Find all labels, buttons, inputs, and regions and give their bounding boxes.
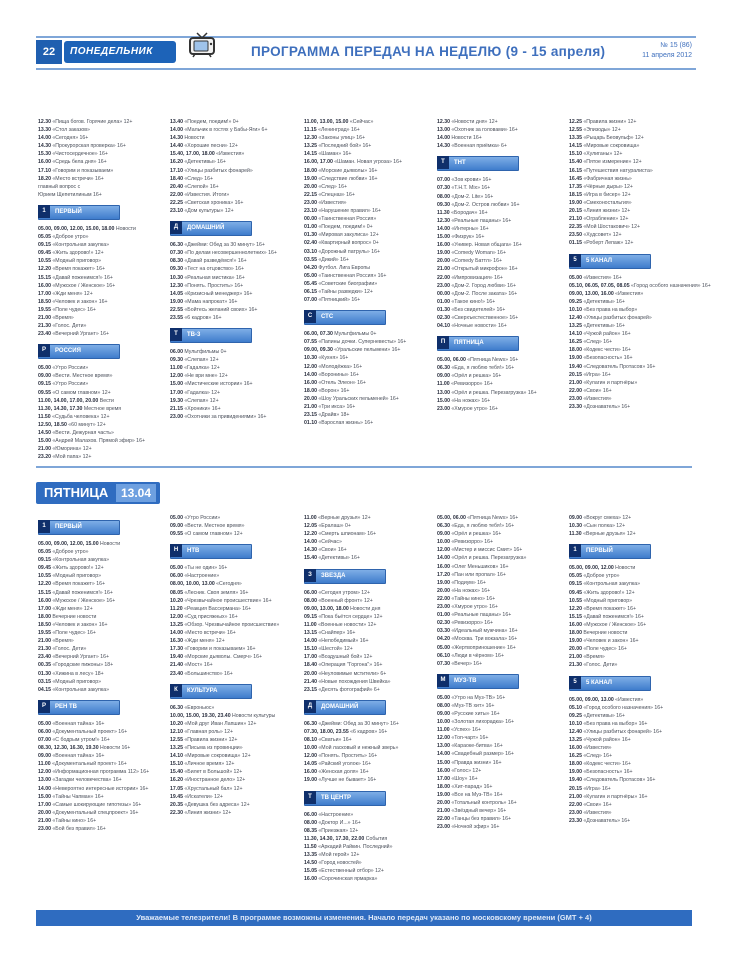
page-number: 22	[36, 40, 62, 64]
channel-header: Д ДОМАШНИЙ	[170, 221, 252, 236]
day-header	[36, 482, 160, 504]
tv-icon	[188, 32, 216, 58]
channel-header: К КУЛЬТУРА	[170, 684, 252, 699]
schedule-column: 11.00 «Верные друзья» 12+ 12.05 «Ералаш» 0+ 12.20 «Смерть шпионам» 16+ 14.00 «Сейчас» 14.30 «Свои» 16+ 15.40 «Детективы» 16+ З ЗВЕЗДА 06.00 «Сегодня утром» 12+ 08.00 «Военный фронт» 12+ 09.00, 13.00, 18.00 Новости дня 09.15 «Пока бьётся сердце» 12+ 11.00 «Военные новости» 12+ 13.15 «Снайпер» 16+ 14.00 «Непобедимый» 16+ 15.10 «Шестой» 12+ 17.00 «Воздушный бой» 12+ 18.40 «Операция "Горгона"» 16+ 20.00 «Неуловимые мстители» 6+ 21.40 «Новые похождения Швейка» 23.15 «Десять фотографий» 6+ Д ДОМАШНИЙ 06.30 «Джейми: Обед за 30 минут» 16+ 07.30, 18.00, 23.55 «6 кадров» 16+ 08.10 «Сватьи» 16+ 10.00 «Мой ласковый и нежный зверь» 12.00 «Понять. Простить» 16+ 14.05 «Райский уголок» 16+ 16.00 «Женская доля» 16+ 19.00 «Лучше не бывает» 16+ Т ТВ ЦЕНТР 06.00 «Настроение» 08.00 «Доктор И...» 16+ 08.35 «Приезжая» 12+ 11.30, 14.30, 17.30, 22.00 События 11.50 «Аркадий Райкин. Последний» 13.35 «Мой герой» 12+ 14.50 «Город новостей» 15.05 «Естественный отбор» 12+ 16.00 «Сорочинская ярмарка»	[304, 515, 399, 883]
channel-header: Т ТНТ	[437, 156, 519, 171]
schedule-column: 11.00, 13.00, 15.00 «Сейчас» 11.15 «Ленинград» 16+ 12.30 «Законы улиц» 16+ 13.25 «Последний бой» 16+ 14.15 «Шаман» 16+ 16.00, 17.00 «Шаман. Новая угроза» 16+ 18.00 «Морские дьяволы» 16+ 19.00 «Следствие любви» 16+ 20.00 «След» 16+ 22.15 «Спецназ» 16+ 23.00 «Известия» 23.10 «Нарушение правил» 16+ 00.00 «Таинственная Россия» 01.00 «Поедем, поедим!» 0+ 01.30 «Мировая закулиса» 12+ 02.40 «Квартирный вопрос» 0+ 03.10 «Дорожный патруль» 16+ 03.55 «Дикий» 16+ 04.20 Футбол. Лига Европы 05.00 «Таинственная Россия» 16+ 05.45 «Советские биографии» 06.15 «Тайны разведки» 12+ 07.00 «Пятницкий» 16+ С СТС 06.00, 07.30 Мультфильмы 0+ 07.55 «Папины дочки. Суперневесты» 16+ 09.00, 09.30 «Уральские пельмени» 16+ 10.30 «Кухня» 16+ 12.00 «Молодёжка» 16+ 14.00 «Воронины» 16+ 16.00 «Отель Элеон» 16+ 18.00 «Ворон» 16+ 20.00 «Шоу Уральских пельменей» 16+ 21.00 «Три икса» 16+ 23.15 «Драйв» 18+ 01.10 «Взрослая жизнь» 16+	[304, 119, 407, 427]
channel-header: Т ТВ ЦЕНТР	[304, 791, 386, 806]
schedule-column: 12.25 «Правила жизни» 12+ 12.55 «Эпизоды» 12+ 13.35 «Рыцарь Беовульф» 12+ 14.15 «Мировые сокровища» 15.10 «Хулиганы» 12+ 15.40 «Пятое измерение» 12+ 16.15 «Путешествия натуралиста» 16.45 «Фабричная жизнь» 17.35 «Чёрные дыры» 12+ 18.15 «Игра в бисер» 12+ 19.00 «Смехоностальгия» 20.15 «Линия жизни» 12+ 21.10 «Ограбление» 12+ 22.35 «Мой Шостакович» 12+ 23.50 «Худсовет» 12+ 01.15 «Роберт Лепаж» 12+ 5 5 КАНАЛ 05.00 «Известия» 16+ 05.10, 06.05, 07.05, 08.05 «Город особого назначения» 16+ 09.00, 13.00, 16.00 «Известия» 09.25 «Детективы» 16+ 10.10 «Без права на выбор» 12.40 «Улицы разбитых фонарей» 13.25 «Детективы» 16+ 14.10 «Чужой район» 16+ 16.25 «След» 16+ 18.00 «Кодекс чести» 16+ 19.00 «Безопасность» 16+ 19.40 «Следователь Протасов» 16+ 20.15 «Игра» 16+ 21.00 «Кулагин и партнёры» 22.00 «Свои» 16+ 23.00 «Известия» 23.30 «Дознаватель» 16+	[569, 119, 711, 410]
channel-header: Р РЕН ТВ	[38, 700, 120, 715]
day-date: 13.04	[116, 484, 156, 502]
schedule-column: 13.40 «Поедем, поедим!» 0+ 14.00 «Мальчик в гостях у Бабы-Яги» 6+ 14.30 Новости 14.40 «Хорошие песни» 12+ 15.40, 17.00, 18.00 «Известия» 16.20 «Детективы» 16+ 17.10 «Улицы разбитых фонарей» 18.40 «След» 16+ 20.40 «Слепой» 16+ 22.00 «Известия. Итоги» 22.25 «Светская хроника» 16+ 23.10 «Дом культуры» 12+ Д ДОМАШНИЙ 06.30 «Джейми: Обед за 30 минут» 16+ 07.30 «По делам несовершеннолетних» 16+ 08.30 «Давай разведёмся!» 16+ 09.30 «Тест на отцовство» 16+ 10.30 «Реальная мистика» 16+ 12.30 «Понять. Простить» 16+ 14.05 «Кризисный менеджер» 16+ 19.00 «Мама напрокат» 16+ 22.55 «Бойтесь желаний своих» 16+ 23.55 «6 кадров» 16+ Т ТВ-3 06.00 Мультфильмы 0+ 09.30 «Слепая» 12+ 11.00 «Гадалка» 12+ 12.00 «Не ври мне» 12+ 15.00 «Мистические истории» 16+ 17.00 «Гадалка» 12+ 19.30 «Слепая» 12+ 21.15 «Хроники» 16+ 23.00 «Охотники за привидениями» 16+	[170, 119, 277, 420]
channel-header: 5 5 КАНАЛ	[569, 254, 651, 269]
channel-header: Р РОССИЯ	[38, 344, 120, 359]
channel-header: 5 5 КАНАЛ	[569, 676, 651, 691]
page-header	[36, 36, 696, 70]
schedule-column: 12.30 «Пища богов. Горячие дела» 12+ 13.30 «Стол заказов» 14.00 «Сегодня» 16+ 14.30 «Прокурорская проверка» 16+ 15.30 «Чистосердечное» 16+ 16.00 «Средь бела дня» 16+ 17.10 «Говорим и показываем» 18.20 «Место встречи» 16+ главный вопрос с Юрием Щепетилиным 16+ 1 ПЕРВЫЙ 05.00, 09.00, 12.00, 15.00, 18.00 Новости 05.05 «Доброе утро» 09.15 «Контрольная закупка» 09.45 «Жить здорово!» 12+ 10.55 «Модный приговор» 12.20 «Время покажет» 16+ 15.15 «Давай поженимся!» 16+ 16.00 «Мужское / Женское» 16+ 17.00 «Жди меня» 12+ 18.50 «Человек и закон» 16+ 19.55 «Поле чудес» 16+ 21.00 «Время» 21.30 «Голос. Дети» 23.40 «Вечерний Ургант» 16+ Р РОССИЯ 05.00 «Утро России» 09.00 «Вести. Местное время» 09.15 «Утро России» 09.55 «О самом главном» 12+ 11.00, 14.00, 17.00, 20.00 Вести 11.30, 14.30, 17.30 Местное время 11.50 «Судьба человека» 12+ 12.50, 18.50 «60 минут» 12+ 14.50 «Вести. Дежурная часть» 15.00 «Андрей Малахов. Прямой эфир» 16+ 21.00 «Юморина» 12+ 23.20 «Мой папа» 12+	[38, 119, 145, 461]
issue-date: 11 апреля 2012	[642, 52, 692, 59]
schedule-column: 1 ПЕРВЫЙ 05.00, 09.00, 12.00, 15.00 Новости 05.05 «Доброе утро» 09.15 «Контрольная закупка» 09.45 «Жить здорово!» 12+ 10.55 «Модный приговор» 12.20 «Время покажет» 16+ 15.15 «Давай поженимся!» 16+ 16.00 «Мужское / Женское» 16+ 17.00 «Жди меня» 12+ 18.00 Вечерние новости 18.50 «Человек и закон» 16+ 19.55 «Поле чудес» 16+ 21.00 «Время» 21.30 «Голос. Дети» 23.40 «Вечерний Ургант» 16+ 00.35 «Городские пижоны» 18+ 01.30 «Хижина в лесу» 18+ 03.15 «Модный приговор» 04.15 «Контрольная закупка» Р РЕН ТВ 05.00 «Военная тайна» 16+ 06.00 «Документальный проект» 16+ 07.00 «С бодрым утром!» 16+ 08.30, 12.30, 16.30, 19.30 Новости 16+ 09.00 «Военная тайна» 16+ 11.00 «Документальный проект» 16+ 12.00 «Информационная программа 112» 16+ 13.00 «Загадки человечества» 16+ 14.00 «Невероятно интересные истории» 16+ 15.00 «Тайны Чапман» 16+ 17.00 «Самые шокирующие гипотезы» 16+ 20.00 «Документальный спецпроект» 16+ 21.00 «Тайны кино» 16+ 23.00 «Бой без правил» 16+	[38, 514, 164, 833]
page-title: ПРОГРАММА ПЕРЕДАЧ НА НЕДЕЛЮ (9 - 15 апреля)	[251, 44, 606, 59]
channel-header: З ЗВЕЗДА	[304, 569, 386, 584]
channel-header: М МУЗ-ТВ	[437, 674, 519, 689]
channel-header: Т ТВ-3	[170, 328, 252, 343]
channel-header: П ПЯТНИЦА	[437, 336, 519, 351]
issue-number: № 15 (86)	[660, 42, 692, 49]
channel-header: 1 ПЕРВЫЙ	[38, 205, 120, 220]
channel-header: С СТС	[304, 310, 386, 325]
day-name: ПЯТНИЦА	[44, 485, 109, 500]
channel-header: Н НТВ	[170, 544, 252, 559]
channel-header: Д ДОМАШНИЙ	[304, 700, 386, 715]
section-divider	[36, 466, 692, 468]
brand-logo: ПОНЕДЕЛЬНИК	[64, 41, 176, 63]
schedule-column: 05.00, 06.00 «Пятница News» 16+ 06.30 «Еда, я люблю тебя!» 16+ 09.00 «Орёл и решка» 16+ 10.00 «Ревизорро» 16+ 12.00 «Мистер и миссис Смит» 16+ 14.00 «Орёл и решка. Перезагрузка» 16.00 «Олег Меньшиков» 16+ 17.20 «Пан или пропал» 16+ 19.00 «Подиум» 16+ 20.00 «На ножах» 16+ 22.00 «Тайны кино» 16+ 23.00 «Хмурое утро» 16+ 01.00 «Реальные пацаны» 16+ 02.30 «Ревизорро» 16+ 03.30 «Идеальный мужчина» 16+ 04.20 «Москва. Три вокзала» 16+ 05.00 «Жертвоприношение» 16+ 06.10 «Люди в чёрном» 16+ 07.30 «Вечер» 16+ М МУЗ-ТВ 05.00 «Утро на Муз-ТВ» 16+ 08.00 «Муз-ТВ хит» 16+ 09.00 «Русские хиты» 16+ 10.00 «Золотая лихорадка» 16+ 11.00 «Успех» 16+ 12.00 «Топ-чарт» 16+ 13.00 «Караоке-битва» 16+ 14.00 «Свадебный размер» 16+ 15.00 «Правда жизни» 16+ 16.00 «Голос» 12+ 17.00 «Шоу» 16+ 18.00 «Хит-парад» 16+ 19.00 «Все на Муз-ТВ» 16+ 20.00 «Тотальный контроль» 16+ 21.00 «Звёздный вечер» 16+ 22.00 «Танцы без правил» 16+ 23.00 «Ночной эфир» 16+	[437, 515, 527, 831]
channel-header: 1 ПЕРВЫЙ	[38, 520, 120, 535]
footer-notice: Уважаемые телезрители! В программе возможны изменения. Начало передач указано по московскому времени (GMT + 4)	[36, 910, 692, 926]
channel-header: 1 ПЕРВЫЙ	[569, 544, 651, 559]
schedule-column: 12.30 «Новости дня» 12+ 13.00 «Охотник за головами» 16+ 14.00 Новости 16+ 14.30 «Военная приёмка» 6+ Т ТНТ 07.00 «Зов крови» 16+ 07.30 «Т.Н.Т. Mix» 16+ 08.00 «Дом-2. Lite» 16+ 09.30 «Дом-2. Остров любви» 16+ 11.30 «Бородач» 16+ 12.30 «Реальные пацаны» 16+ 14.00 «Интерны» 16+ 15.00 «Физрук» 16+ 16.00 «Универ. Новая общага» 16+ 19.00 «Comedy Woman» 16+ 20.00 «Comedy Баттл» 16+ 21.00 «Открытый микрофон» 16+ 22.00 «Импровизация» 16+ 23.00 «Дом-2. Город любви» 16+ 00.00 «Дом-2. После заката» 16+ 01.00 «Такое кино!» 16+ 01.30 «Без свидетелей» 16+ 02.30 «Сверхъестественное» 16+ 04.10 «Ночные новости» 16+ П ПЯТНИЦА 05.00, 06.00 «Пятница News» 16+ 06.30 «Еда, я люблю тебя!» 16+ 09.00 «Орёл и решка» 16+ 11.00 «Ревизорро» 16+ 13.00 «Орёл и решка. Перезагрузка» 16+ 15.00 «На ножах» 16+ 23.00 «Хмурое утро» 16+	[437, 119, 537, 412]
schedule-column: 05.00 «Утро России» 09.00 «Вести. Местное время» 09.55 «О самом главном» 12+ Н НТВ 05.00 «Ты не один» 16+ 06.00 «Настроение» 08.00, 10.00, 13.00 «Сегодня» 08.05 «Лесник. Своя земля» 16+ 10.20 «Чрезвычайное происшествие» 16+ 11.20 «Реакция Вассермана» 16+ 12.00 «Суд присяжных» 16+ 13.25 «Обзор. Чрезвычайное происшествие» 14.00 «Место встречи» 16+ 16.30 «Жди меня» 12+ 17.30 «Говорим и показываем» 16+ 19.40 «Морские дьяволы. Смерч» 16+ 21.40 «Мост» 16+ 23.40 «Большинство» 16+ К КУЛЬТУРА 06.30 «Евроньюс» 10.00, 15.00, 19.30, 23.40 Новости культуры 10.20 «Мой друг Иван Лапшин» 12+ 12.10 «Главная роль» 12+ 12.55 «Правила жизни» 12+ 13.25 «Письма из провинции» 14.10 «Мировые сокровища» 12+ 15.10 «Личное время» 12+ 15.40 «Билет в Большой» 12+ 16.20 «Иностранное дело» 12+ 17.05 «Хрустальный бал» 12+ 19.45 «Искатели» 12+ 20.35 «Девушка без адреса» 12+ 22.30 «Линия жизни» 12+	[170, 515, 280, 816]
schedule-column: 09.00 «Вокруг смеха» 12+ 10.30 «Сын полка» 12+ 11.30 «Верные друзья» 12+ 1 ПЕРВЫЙ 05.00, 09.00, 12.00 Новости 05.05 «Доброе утро» 09.15 «Контрольная закупка» 09.45 «Жить здорово!» 12+ 10.55 «Модный приговор» 12.20 «Время покажет» 16+ 15.15 «Давай поженимся!» 16+ 16.00 «Мужское / Женское» 16+ 18.00 Вечерние новости 19.00 «Человек и закон» 16+ 20.00 «Поле чудес» 16+ 21.00 «Время» 21.30 «Голос. Дети» 5 5 КАНАЛ 05.00, 09.00, 13.00 «Известия» 05.10 «Город особого назначения» 16+ 09.25 «Детективы» 16+ 10.10 «Без права на выбор» 16+ 12.40 «Улицы разбитых фонарей» 16+ 13.25 «Чужой район» 16+ 16.00 «Известия» 16.25 «След» 16+ 18.00 «Кодекс чести» 16+ 19.00 «Безопасность» 16+ 19.40 «Следователь Протасов» 16+ 20.15 «Игра» 16+ 21.00 «Кулагин и партнёры» 16+ 22.00 «Свои» 16+ 23.00 «Известия» 23.30 «Дознаватель» 16+	[569, 515, 664, 824]
issue-info	[642, 41, 692, 61]
